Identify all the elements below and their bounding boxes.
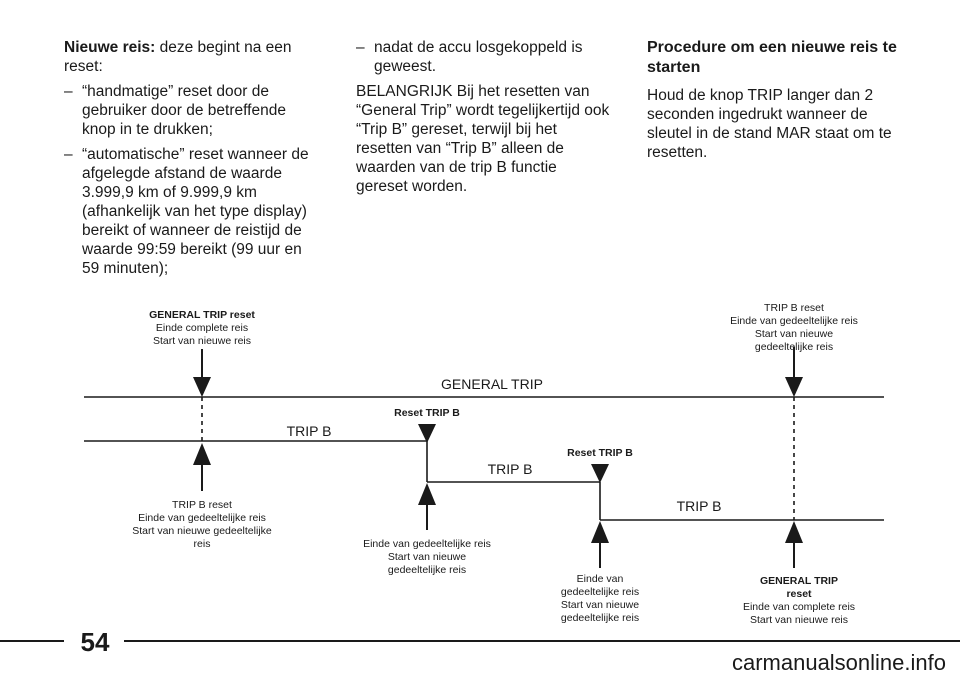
svg-text:Start van nieuwe reis: Start van nieuwe reis bbox=[152, 335, 252, 347]
arrow-up-icon bbox=[785, 521, 803, 568]
svg-text:Einde complete reis: Einde complete reis bbox=[155, 322, 249, 334]
svg-text:gedeeltelijke reis: gedeeltelijke reis bbox=[560, 586, 640, 598]
list-item-text: “automatische” reset wanneer de afgelegde afstand de waarde 3.999,9 km of 9.999,9 km (afhankelijk van het type display) bereikt of wanneer de reistijd de waarde 99:59 bereikt (99 uur en 59 minuten); bbox=[82, 146, 309, 277]
svg-text:Einde van gedeeltelijke reis: Einde van gedeeltelijke reis bbox=[730, 315, 858, 327]
list-item-text: nadat de accu losgekoppeld is geweest. bbox=[374, 39, 583, 75]
svg-text:Einde van complete reis: Einde van complete reis bbox=[742, 601, 856, 613]
arrow-down-icon bbox=[591, 464, 609, 483]
arrow-up-icon bbox=[591, 521, 609, 568]
trip-b-label: TRIP B bbox=[286, 423, 332, 439]
svg-text:reset: reset bbox=[786, 588, 812, 600]
svg-text:Start van nieuwe: Start van nieuwe bbox=[560, 599, 640, 611]
trip-b-label: TRIP B bbox=[487, 461, 533, 477]
svg-text:GENERAL TRIP: GENERAL TRIP bbox=[760, 575, 838, 587]
annotation-trip-b-reset-top bbox=[730, 302, 858, 353]
svg-text:Start van nieuwe gedeeltelijke: Start van nieuwe gedeeltelijke bbox=[132, 525, 272, 537]
reset-trip-b-label: Reset TRIP B bbox=[394, 407, 460, 419]
general-trip-label: GENERAL TRIP bbox=[441, 376, 543, 392]
svg-text:Start van nieuwe: Start van nieuwe bbox=[754, 328, 834, 340]
annotation-general-trip-reset bbox=[149, 309, 255, 347]
intro-bold: Nieuwe reis: bbox=[64, 39, 156, 56]
svg-text:Einde van gedeeltelijke reis: Einde van gedeeltelijke reis bbox=[138, 512, 266, 524]
svg-text:gedeeltelijke reis: gedeeltelijke reis bbox=[754, 341, 834, 353]
svg-text:Einde van gedeeltelijke reis: Einde van gedeeltelijke reis bbox=[363, 538, 491, 550]
svg-text:reis: reis bbox=[193, 538, 211, 550]
page-number: 54 bbox=[80, 627, 110, 657]
annotation-general-trip-reset-bottom bbox=[743, 575, 855, 626]
important-paragraph: BELANGRIJK Bij het resetten van “General Trip” wordt tegelijkertijd ook “Trip B” gereset, terwijl bij het resetten van “Trip B” alleen de waarden van de trip B functie gereset worden. bbox=[356, 83, 610, 195]
annotation-trip-b-reset-bottom bbox=[132, 499, 272, 550]
section-heading: Procedure om een nieuwe reis te starten bbox=[647, 39, 897, 76]
svg-text:Start van nieuwe reis: Start van nieuwe reis bbox=[749, 614, 849, 626]
trip-b-label: TRIP B bbox=[676, 498, 722, 514]
svg-text:TRIP B reset: TRIP B reset bbox=[172, 499, 232, 511]
list-item: – “automatische” reset wanneer de afgelegde afstand de waarde 3.999,9 km of 9.999,9 km (afhankelijk van het type display) bereikt of wanneer de reistijd de waarde 99:59 bereikt (99 uur en 59 minuten); bbox=[64, 145, 319, 278]
svg-text:TRIP B reset: TRIP B reset bbox=[764, 302, 824, 314]
svg-text:gedeeltelijke reis: gedeeltelijke reis bbox=[387, 564, 467, 576]
svg-text:GENERAL TRIP reset: GENERAL TRIP reset bbox=[149, 309, 255, 321]
watermark: carmanualsonline.info bbox=[731, 650, 946, 675]
svg-text:gedeeltelijke reis: gedeeltelijke reis bbox=[560, 612, 640, 624]
arrow-down-icon bbox=[193, 349, 211, 397]
svg-text:Einde van: Einde van bbox=[576, 573, 624, 585]
reset-trip-b-label: Reset TRIP B bbox=[567, 447, 633, 459]
list-item-text: “handmatige” reset door de gebruiker door de betreffende knop in te drukken; bbox=[82, 83, 286, 138]
annotation-partial-trip-2 bbox=[363, 538, 491, 576]
list-item: – “handmatige” reset door de gebruiker door de betreffende knop in te drukken; bbox=[64, 82, 319, 139]
annotation-partial-trip-3 bbox=[561, 573, 639, 624]
arrow-down-icon bbox=[418, 424, 436, 443]
svg-text:Start van nieuwe: Start van nieuwe bbox=[387, 551, 467, 563]
arrow-down-icon bbox=[785, 347, 803, 397]
arrow-up-icon bbox=[193, 443, 211, 491]
arrow-up-icon bbox=[418, 483, 436, 530]
procedure-paragraph: Houd de knop TRIP langer dan 2 seconden ingedrukt wanneer de sleutel in de stand MAR staat om te resetten. bbox=[647, 87, 892, 161]
intro-rest: deze begint na een reset: bbox=[64, 39, 292, 75]
list-item: – nadat de accu losgekoppeld is geweest. bbox=[356, 38, 611, 76]
